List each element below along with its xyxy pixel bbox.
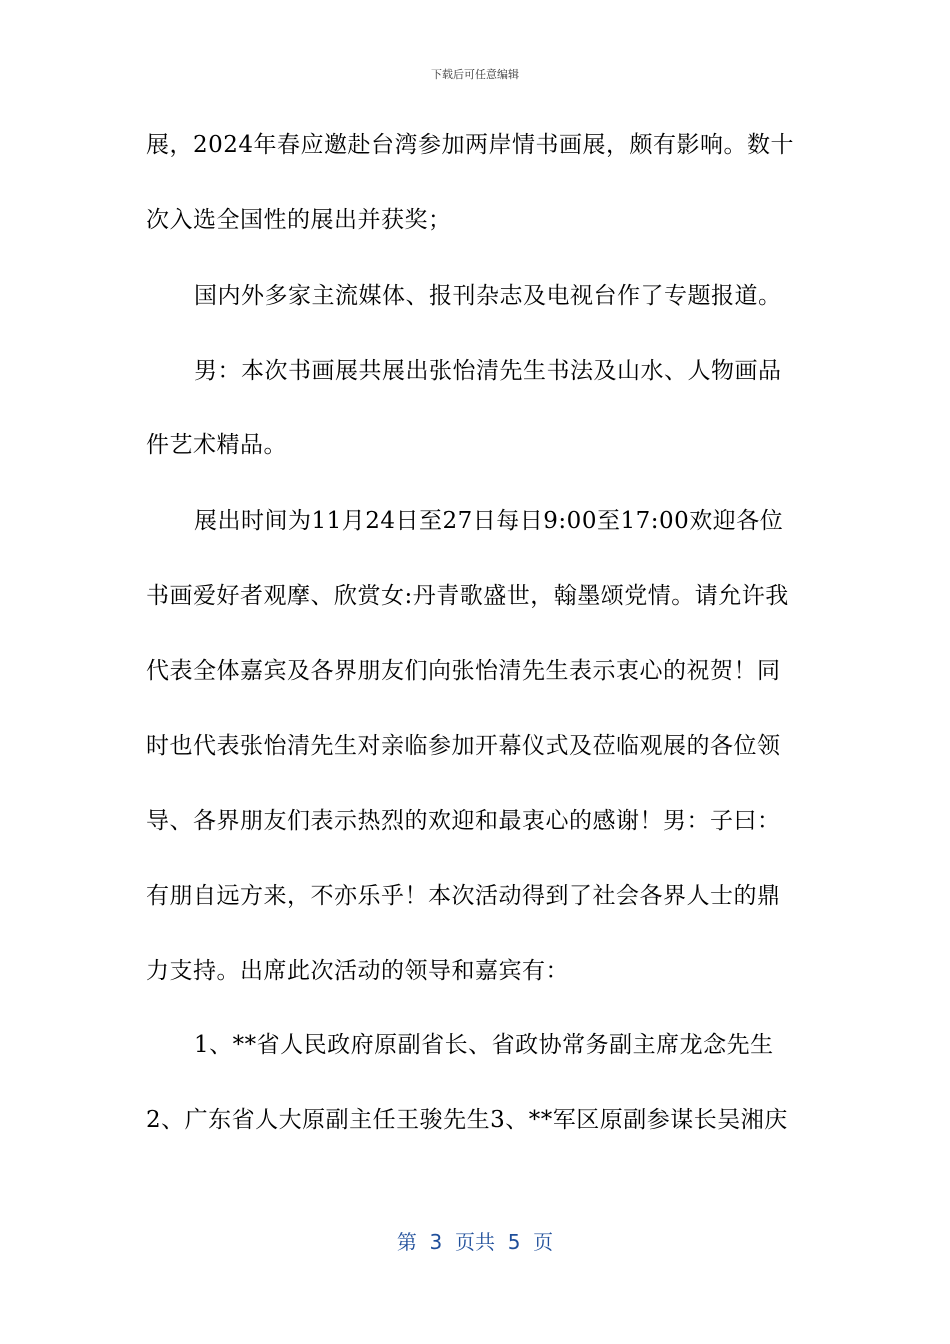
body-line-8: 代表全体嘉宾及各界朋友们向张怡清先生表示衷心的祝贺！同 [146,658,781,684]
body-line-10: 导、各界朋友们表示热烈的欢迎和最衷心的感谢！男：子曰： [146,808,781,834]
body-line-7: 书画爱好者观摩、欣赏女:丹青歌盛世，翰墨颂党情。请允许我 [146,583,789,609]
page-header: 下载后可任意编辑 [431,68,519,81]
page-footer: 第 3 页共 5 页 [396,1230,554,1254]
body-line-9: 时也代表张怡清先生对亲临参加开幕仪式及莅临观展的各位领 [146,733,781,759]
body-line-2: 次入选全国性的展出并获奖； [146,207,452,233]
body-line-5: 件艺术精品。 [146,432,287,458]
body-line-6: 展出时间为11月24日至27日每日9:00至17:00欢迎各位 [194,508,784,534]
body-line-11: 有朋自远方来，不亦乐乎！本次活动得到了社会各界人士的鼎 [146,883,781,909]
body-line-14: 2、广东省人大原副主任王骏先生3、**军区原副参谋长吴湘庆 [146,1107,788,1133]
body-line-13: 1、**省人民政府原副省长、省政协常务副主席龙念先生 [194,1032,774,1058]
body-line-3: 国内外多家主流媒体、报刊杂志及电视台作了专题报道。 [194,283,782,309]
body-line-12: 力支持。出席此次活动的领导和嘉宾有： [146,958,569,984]
body-line-1: 展，2024年春应邀赴台湾参加两岸情书画展，颇有影响。数十 [146,132,795,158]
body-line-4: 男：本次书画展共展出张怡清先生书法及山水、人物画品 [194,358,782,384]
